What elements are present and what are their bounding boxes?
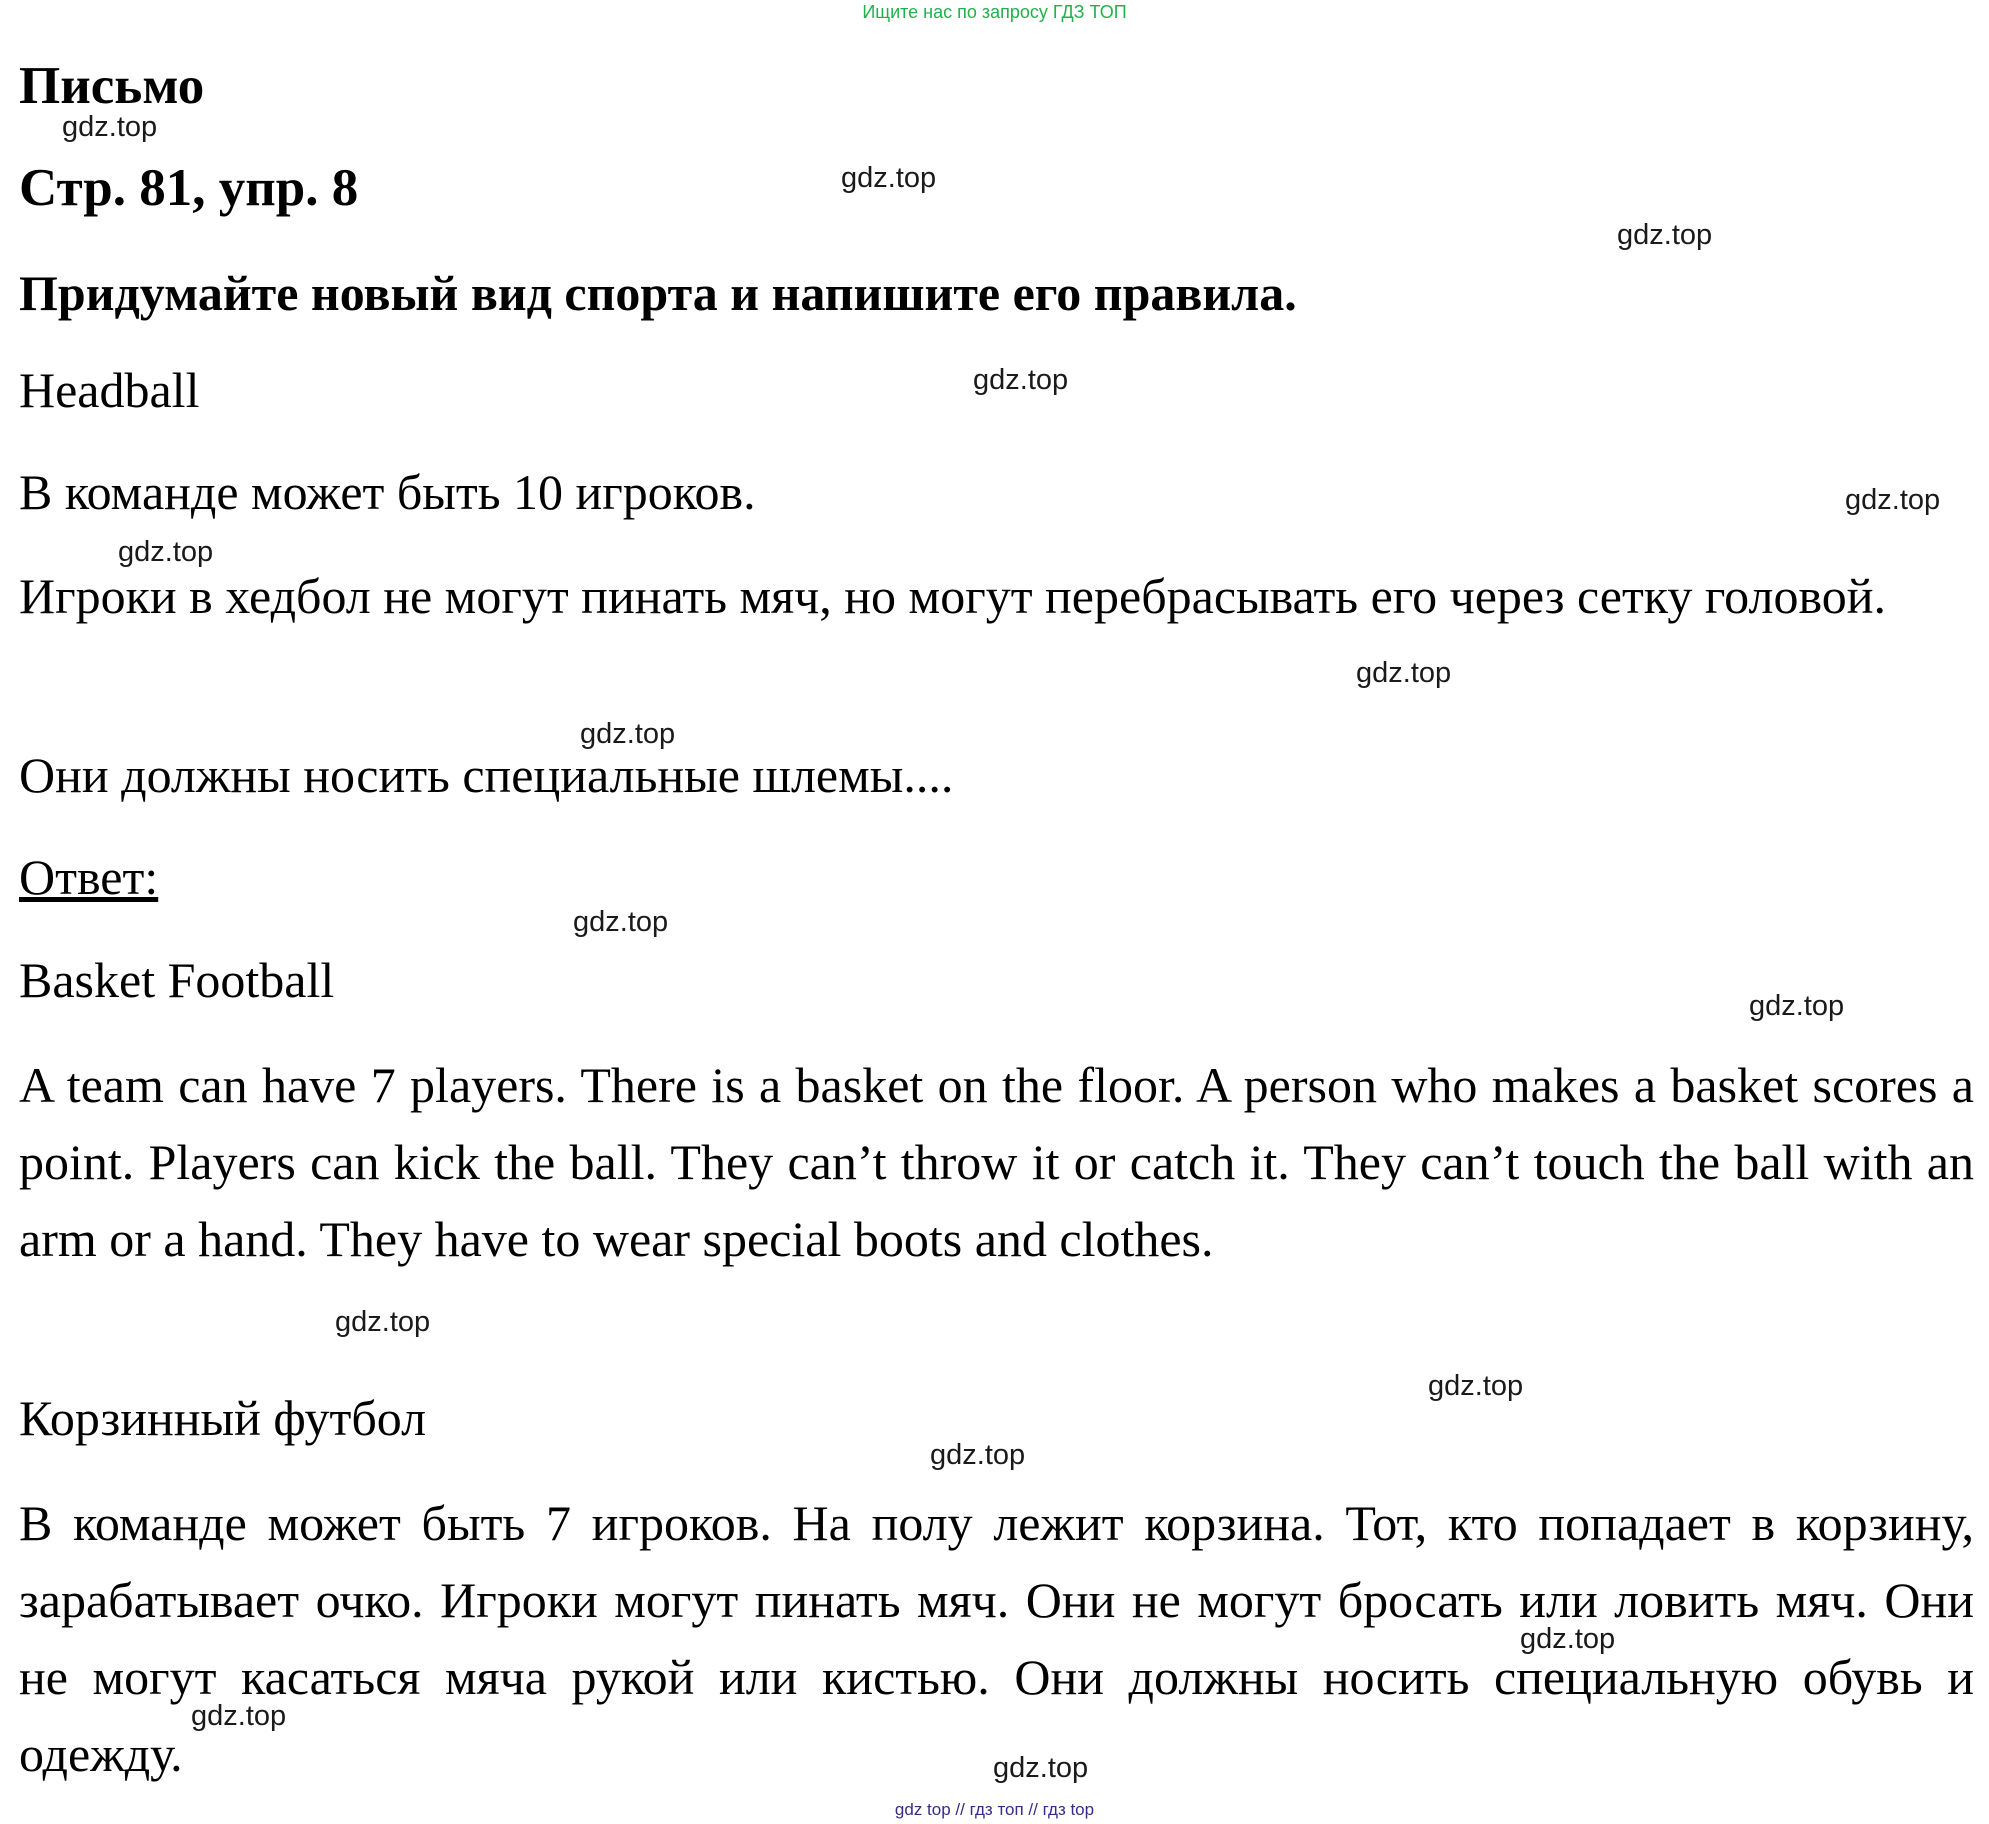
answer-ru-text: В команде может быть 7 игроков. На полу лежит корзина. Тот, кто попадает в корзину, зарабатывает очко. Игроки могут пинать мяч. Они не могут бросать или ловить мяч. Они не могут касаться мяча рукой или кистью. Они должны носить специальную обувь и одежду. [19,1495,1974,1782]
watermark: gdz.top [573,906,669,938]
watermark: gdz.top [1845,484,1941,516]
answer-label: Ответ: [19,849,159,905]
task-statement: Придумайте новый вид спорта и напишите его правила. [19,265,1297,321]
section-title: Письмо [19,57,205,115]
watermark: gdz.top [973,364,1069,396]
answer-en-title: Basket Football [19,952,335,1008]
watermark: gdz.top [580,718,676,750]
watermark: gdz.top [1356,657,1452,689]
example-line-3: Они должны носить специальные шлемы.... [19,747,954,803]
watermark: gdz.top [118,536,214,568]
example-line-2: Игроки в хедбол не могут пинать мяч, но могут перебрасывать его через сетку головой. [19,568,1886,624]
watermark: gdz.top [1428,1370,1524,1402]
watermark: gdz.top [1617,219,1713,251]
example-line-1: В команде может быть 10 игроков. [19,464,756,520]
watermark: gdz.top [62,111,158,143]
answer-en-text: A team can have 7 players. There is a basket on the floor. A person who makes a basket scores a point. Players can kick the ball. They can’t throw it or catch it. They can’t touch the ball with an arm or a hand. They have to wear special boots and clothes. [19,1057,1974,1267]
example-title: Headball [19,362,200,418]
page-reference: Стр. 81, упр. 8 [19,159,359,217]
top-banner: Ищите нас по запросу ГДЗ ТОП [862,2,1127,22]
watermark: gdz.top [993,1752,1089,1784]
answer-ru-title: Корзинный футбол [19,1390,427,1446]
watermark: gdz.top [1749,990,1845,1022]
watermark: gdz.top [930,1439,1026,1471]
watermark: gdz.top [1520,1623,1616,1655]
watermark: gdz.top [841,162,937,194]
watermark: gdz.top [335,1306,431,1338]
watermark: gdz.top [191,1700,287,1732]
footer-watermark: gdz top // гдз топ // гдз top [894,1800,1095,1819]
